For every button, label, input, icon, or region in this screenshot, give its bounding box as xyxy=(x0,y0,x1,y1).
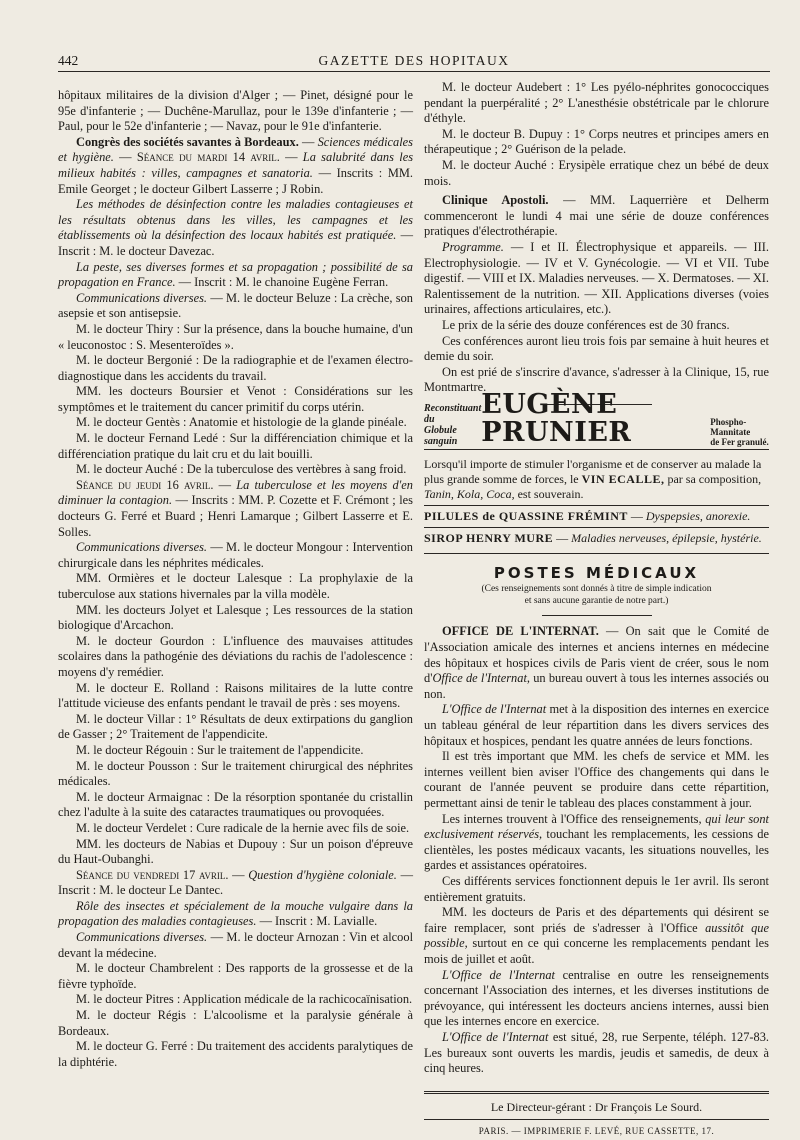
divider xyxy=(542,615,652,616)
ad-vin-ecalle: Lorsqu'il importe de stimuler l'organisme et de conserver au malade la plus grande somme de forces, le VIN ECALLE, par sa composition, Tanin, Kola, Coca, est souverain. xyxy=(424,454,769,506)
paragraph: M. le docteur Bergonié : De la radiographie et de l'examen électro-diagnostique dans les accidents du travail. xyxy=(58,353,413,383)
paragraph: Ces conférences auront lieu trois fois par semaine à huit heures et demie du soir. xyxy=(424,333,769,364)
paragraph: Les méthodes de désinfection contre les maladies contagieuses et les résultats obtenus dans les villes, les campagnes et les établissements où la désinfection des locaux habités est pratiquée. — Inscrit : M. le docteur Davezac. xyxy=(58,197,413,258)
paragraph: L'Office de l'Internat est situé, 28, rue Serpente, téléph. 127-83. Les bureaux sont ouverts les mardis, jeudis et samedis, de deux à cinq heures. xyxy=(424,1029,769,1076)
paragraph: Ces différents services fonctionnent depuis le 1er avril. Ils seront entièrement gratuits. xyxy=(424,873,769,904)
director-line: Le Directeur-gérant : Dr François Le Sourd. xyxy=(424,1091,769,1116)
paragraph: M. le docteur Thiry : Sur la présence, dans la bouche humaine, d'un « leuconostoc : S. Mesenteroïdes ». xyxy=(58,321,413,352)
paragraph: M. le docteur G. Ferré : Du traitement des accidents paralytiques de la diphtérie. xyxy=(58,1039,413,1069)
section-heading: Congrès des sociétés savantes à Bordeaux. xyxy=(76,134,299,149)
paragraph: Programme. — I et II. Électrophysique et appareils. — III. Electrophysiologie. — IV et V. Gynécologie. — VI et VII. Tube digestif. — VIII et IX. Maladies nerveuses. — X. Dermatoses. — XI. Ralentissement de la nutrition. — XII. Applications diverses (voies urinaires, affections articulaires, etc.). xyxy=(424,239,769,317)
section-heading: OFFICE DE L'INTERNAT. xyxy=(442,624,599,639)
paragraph-office: OFFICE DE L'INTERNAT. — On sait que le Comité de l'Association amicale des internes et anciens internes en médecine des hôpitaux et hospices civils de Paris vient de créer, sous le nom d'Office de l'Internat, un bureau ouvert à tous les internes associés ou non. xyxy=(424,624,769,701)
ad-pilules: PILULES de QUASSINE FRÉMINT — Dyspepsies, anorexie. xyxy=(424,506,769,528)
paragraph: Communications diverses. — M. le docteur Beluze : La crèche, son asepsie et son antisepsie. xyxy=(58,290,413,321)
page-header xyxy=(58,48,770,72)
paragraph: Communications diverses. — M. le docteur Arnozan : Vin et alcool devant la médecine. xyxy=(58,930,414,960)
paragraph: M. le docteur Chambrelent : Des rapports de la grossesse et de la fièvre typhoïde. xyxy=(58,961,413,991)
paragraph: hôpitaux militaires de la division d'Alger ; — Pinet, désigné pour le 95e d'infanterie ; — Duchêne-Marullaz, pour le 139e d'infanterie ; — Paul, pour le 52e d'infanterie ; — Navaz, pour le 91e d'infanterie. xyxy=(58,88,413,134)
ad-brand: EUGÈNE PRUNIER xyxy=(481,388,632,448)
paragraph: M. le docteur Villar : 1° Résultats de deux extirpations du ganglion de Gasser ; 2° Traitement de l'appendicite. xyxy=(58,711,413,742)
printer-line: PARIS. — IMPRIMERIE F. LEVÉ, RUE CASSETTE, 17. xyxy=(424,1119,769,1140)
paragraph: L'Office de l'Internat met à la disposition des internes en exercice un tableau général de leur répartition dans les divers services des hôpitaux et hospices, pendant les quatre années de leurs fonctions. xyxy=(424,702,770,748)
paragraph: M. le docteur Régis : L'alcoolisme et la paralysie générale à Bordeaux. xyxy=(58,1008,413,1038)
paragraph: M. le docteur Auché : Erysipèle erratique chez un bébé de deux mois. xyxy=(424,157,769,188)
advertisement-block xyxy=(424,449,769,554)
section-heading: Clinique Apostoli. xyxy=(442,193,549,208)
paragraph: M. le docteur Fernand Ledé : Sur la différenciation chimique et la différenciation pratique du lait cru et du lait bouilli. xyxy=(58,431,413,461)
ad-tagline-right: Phospho-Mannitate de Fer granulé. xyxy=(710,416,769,447)
paragraph: MM. les docteurs de Nabias et Dupouy : Sur un poison d'épreuve du Haut-Oubanghi. xyxy=(58,836,413,867)
paragraph: M. le docteur Auché : De la tuberculose des vertèbres à sang froid. xyxy=(76,462,407,477)
paragraph: M. le docteur Gentès : Anatomie et histologie de la glande pinéale. xyxy=(76,415,407,430)
ad-tagline-left: Reconstituant du Globule sanguin xyxy=(424,402,482,447)
paragraph: MM. les docteurs Boursier et Venot : Considérations sur les symptômes et le traitement du cancer primitif du corps utérin. xyxy=(58,384,413,414)
right-column xyxy=(424,80,769,1140)
page-number: 442 xyxy=(58,53,79,68)
paragraph: M. le docteur Gourdon : L'influence des mauvaises attitudes scolaires dans la pathogénie des déviations du rachis de l'adolescence : moyens d'y remédier. xyxy=(58,633,413,679)
paragraph: MM. les docteurs Jolyet et Lalesque ; Les ressources de la station biologique d'Arcachon. xyxy=(58,602,413,633)
paragraph: Il est très important que MM. les chefs de service et MM. les internes veillent bien aviser l'Office des changements qui dans le courant de l'année peuvent se produire dans cette répartition, permettant ainsi de tenir le tableau des places constamment à jour. xyxy=(424,749,769,810)
paragraph: MM. Ormières et le docteur Lalesque : La prophylaxie de la tuberculose aux stations hivernales par la villa modèle. xyxy=(58,571,413,601)
paragraph: M. le docteur E. Rolland : Raisons militaires de la lutte contre l'attitude vicieuse des enfants pendant le travail de près : ses moyens. xyxy=(58,680,413,711)
paragraph: Séance du vendredi 17 avril. — Question d'hygiène coloniale. — Inscrit : M. le docteur Le Dantec. xyxy=(58,867,413,898)
paragraph: MM. les docteurs de Paris et des départements qui désirent se faire remplacer, sont priés de s'adresser à l'Office aussitôt que possible, surtout en ce qui concerne les remplacements pendant les mois de juillet et août. xyxy=(424,905,770,966)
advertisement-prunier xyxy=(424,388,769,448)
paragraph: M. le docteur Pitres : Application médicale de la rachicocaïnisation. xyxy=(76,992,413,1007)
paragraph: Les internes trouvent à l'Office des renseignements, qui leur sont exclusivement réservés, touchant les remplacements, les cessions de clientèles, les postes médicaux vacants, les situations nouvelles, les gardes et assistances opératoires. xyxy=(424,811,769,873)
disclaimer-note: (Ces renseignements sont donnés à titre de simple indication et sans aucune garantie de notre part.) xyxy=(481,584,712,606)
paragraph: M. le docteur Régouin : Sur le traitement de l'appendicite. xyxy=(76,742,364,757)
left-column xyxy=(58,88,413,1070)
paragraph: M. le docteur Pousson : Sur le traitement chirurgical des néphrites médicales. xyxy=(58,758,413,789)
paragraph: Rôle des insectes et spécialement de la mouche vulgaire dans la propagation des maladies contagieuses. — Inscrit : M. Lavialle. xyxy=(58,898,413,929)
paragraph-congres: Congrès des sociétés savantes à Bordeaux. — Sciences médicales et hygiène. — Séance du mardi 14 avril. — La salubrité dans les milieux habités : villes, campagnes et sanatoria. — Inscrits : MM. Emile Georget ; le docteur Gilbert Lasserre ; J Robin. xyxy=(58,134,414,196)
paragraph: M. le docteur Verdelet : Cure radicale de la hernie avec fils de soie. xyxy=(76,820,410,835)
ad-sirop: SIROP HENRY MURE — Maladies nerveuses, épilepsie, hystérie. xyxy=(424,530,762,545)
paragraph: Le prix de la série des douze conférences est de 30 francs. xyxy=(442,317,730,332)
paragraph: Communications diverses. — M. le docteur Mongour : Intervention chirurgicale dans les néphrites médicales. xyxy=(58,540,414,570)
journal-title: GAZETTE DES HOPITAUX xyxy=(318,53,510,68)
paragraph: La peste, ses diverses formes et sa propagation ; possibilité de sa propagation en France. — Inscrit : M. le chanoine Eugène Ferran. xyxy=(58,259,413,290)
section-title-postes: POSTES MÉDICAUX xyxy=(493,563,700,582)
paragraph: M. le docteur Armaignac : De la résorption spontanée du cristallin chez l'adulte à la suite des cataractes traumatiques ou provoquées. xyxy=(58,789,413,820)
paragraph: On est prié de s'inscrire d'avance, s'adresser à la Clinique, 15, rue Montmartre. xyxy=(424,364,769,395)
paragraph: M. le docteur Audebert : 1° Les pyélo-néphrites gonococciques pendant la puerpéralité ; 2° L'anesthésie obstétricale par le chlorure d'éthyle. xyxy=(424,80,769,126)
paragraph: L'Office de l'Internat centralise en outre les renseignements concernant l'Association des internes, et les diverses institutions de prévoyance, qui intéressent les docteurs anciens internes, aussi bien que les internes encore en exercice. xyxy=(424,967,770,1029)
paragraph: Séance du jeudi 16 avril. — La tuberculose et les moyens d'en diminuer la contagion. — Inscrits : MM. P. Cozette et F. Crémont ; les docteurs G. Ferré et Buard ; Henri Lamarque ; Gilbert Lasserre et E. Solles. xyxy=(58,477,413,539)
paragraph: M. le docteur B. Dupuy : 1° Corps neutres et principes amers en thérapeutique ; 2° Guérison de la pelade. xyxy=(424,126,769,157)
paragraph-clinique: Clinique Apostoli. — MM. Laquerrière et Delherm commenceront le lundi 4 mai une série de douze conférences pratiques d'électrothérapie. xyxy=(424,193,769,239)
